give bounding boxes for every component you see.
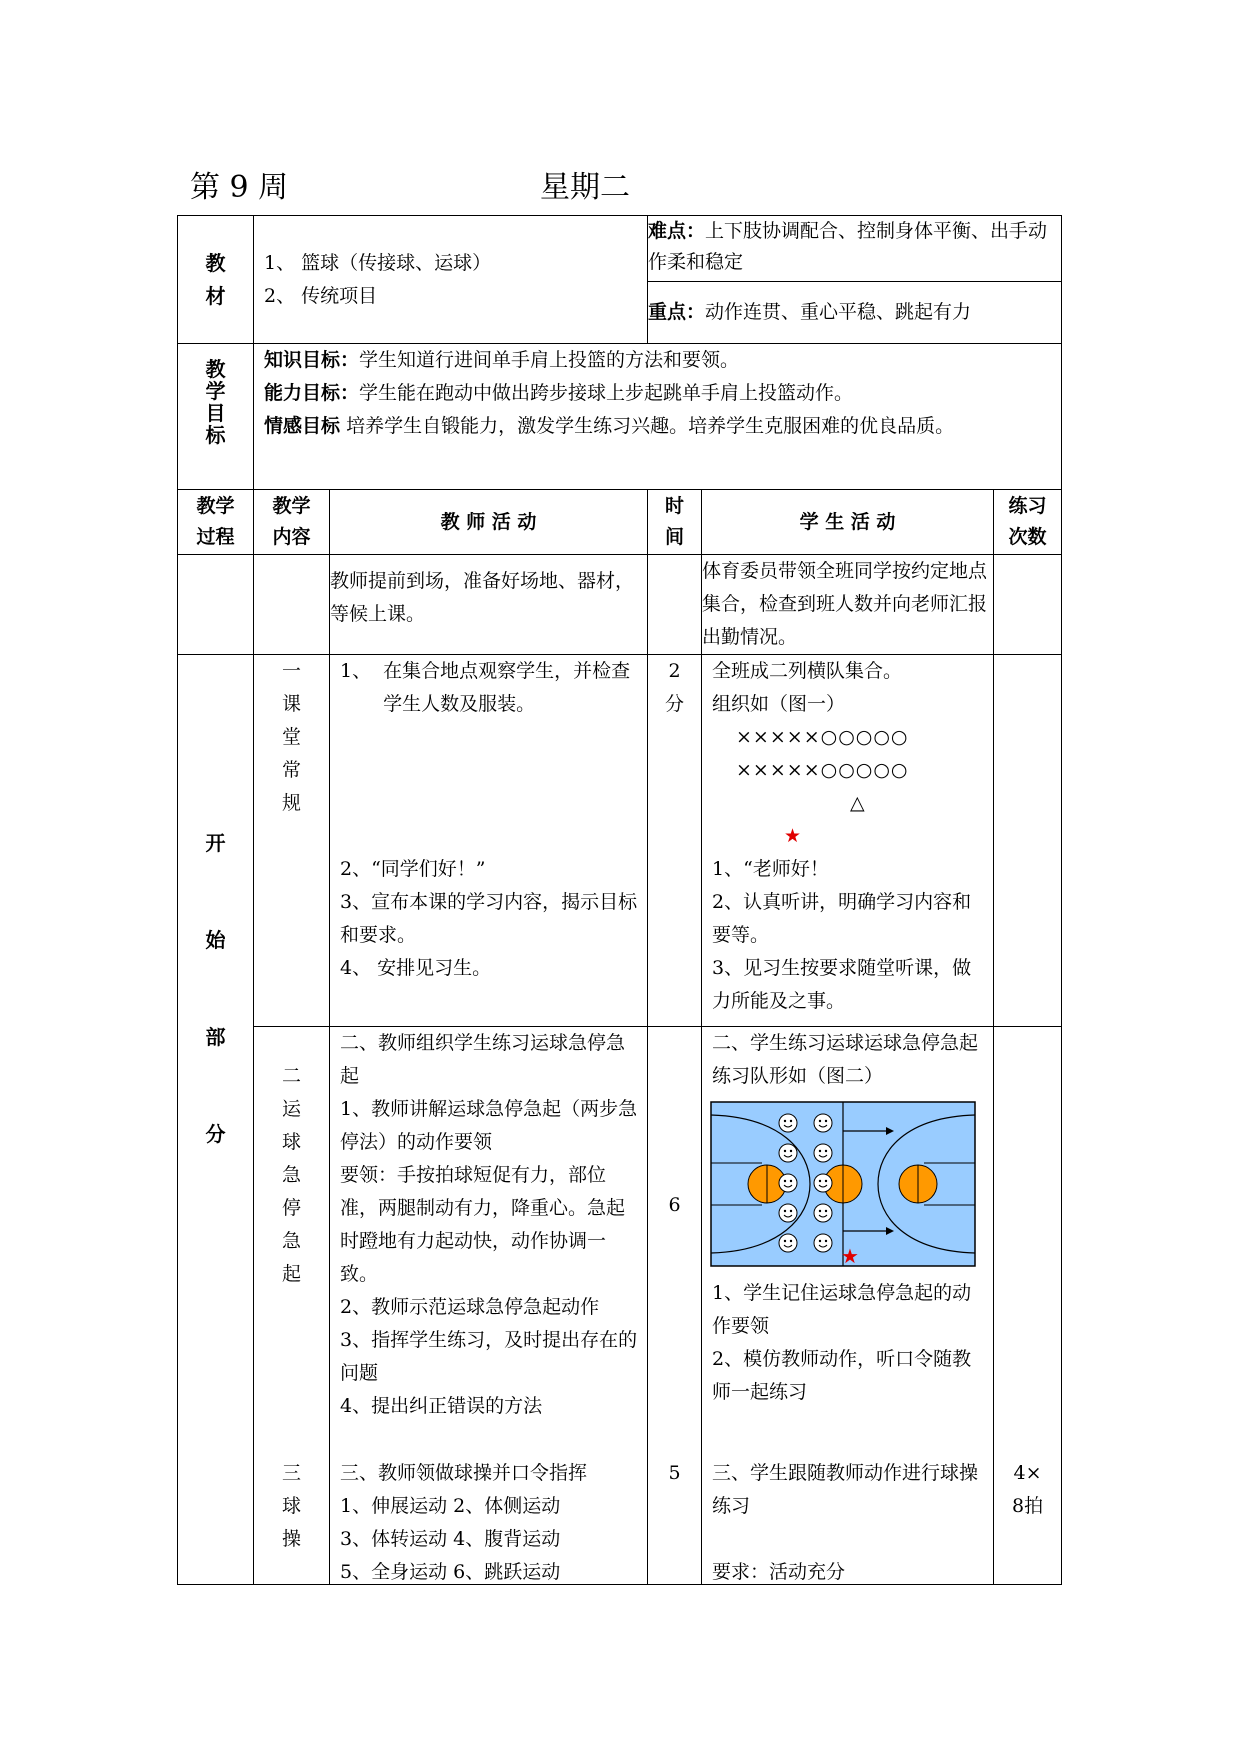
student-face-icon	[779, 1174, 797, 1192]
vertical-char: 球	[281, 1131, 301, 1153]
vertical-char: 规	[281, 792, 301, 814]
ability-goal-text: 学生能在跑动中做出跨步接球上步起跳单手肩上投篮动作。	[359, 382, 854, 404]
routine-teacher-item: 2、“同学们好！”	[340, 858, 486, 880]
ball-exercise-label	[254, 1457, 329, 1556]
formation-row: ×××××○○○○○	[736, 726, 909, 748]
section-label: 开 始 部 分	[205, 831, 226, 1146]
pre-practice-cell	[994, 555, 1062, 655]
pre-time-cell	[648, 555, 702, 655]
vertical-char: 堂	[281, 726, 301, 748]
dribble-teacher-line: 要领：手按拍球短促有力，部位准，两腿制动有力，降重心。急起时蹬地有力起动快，动作协调一致。	[340, 1164, 626, 1285]
student-face-icon	[779, 1144, 797, 1162]
materials-label: 教 材	[205, 250, 226, 308]
pre-student-cell: 体育委员带领全班同学按约定地点集合，检查到班人数并向老师汇报出勤情况。	[702, 555, 994, 655]
drill-teacher-cell	[330, 1027, 648, 1585]
teacher-star-icon: ★	[841, 1244, 859, 1267]
drill-practice-cell	[994, 1027, 1062, 1585]
drill-time-cell	[648, 1027, 702, 1585]
routine-time-cell: 2 分	[648, 655, 702, 1027]
col-header-process: 教学 过程	[178, 490, 254, 555]
drill-student-cell	[702, 1027, 994, 1585]
routine-student-line: 1、“老师好！	[712, 858, 829, 880]
goals-label: 教 学 目 标	[205, 357, 226, 447]
col-header-student: 学 生 活 动	[702, 490, 994, 555]
student-face-icon	[814, 1144, 832, 1162]
student-face-icon	[814, 1114, 832, 1132]
difficulty-cell	[648, 216, 1062, 282]
key-point-label: 重点：	[648, 300, 706, 323]
routine-content-cell	[254, 655, 330, 1027]
routine-teacher-item: 4、 安排见习生。	[340, 957, 492, 979]
ball-exercise-student-line: 要求：活动充分	[712, 1561, 846, 1583]
routine-teacher-item: 3、宣布本课的学习内容，揭示目标和要求。	[340, 891, 638, 946]
vertical-char: 起	[281, 1263, 301, 1285]
ball-exercise-student-line: 三、学生跟随教师动作进行球操练习	[712, 1462, 979, 1517]
routine-student-cell	[702, 655, 994, 1027]
emotion-goal-text: 培养学生自锻能力，激发学生练习兴趣。培养学生克服困难的优良品质。	[346, 415, 955, 437]
materials-item: 2、 传统项目	[264, 284, 378, 307]
dribble-teacher-line: 二、教师组织学生练习运球急停急起	[340, 1032, 626, 1087]
materials-item: 1、 篮球（传接球、运球）	[264, 251, 492, 274]
vertical-char: 急	[281, 1230, 301, 1252]
knowledge-goal-text: 学生知道行进间单手肩上投篮的方法和要领。	[359, 349, 740, 371]
dribble-student-line: 二、学生练习运球运球急停急起	[712, 1032, 979, 1054]
court-diagram	[710, 1101, 976, 1267]
vertical-char: 运	[281, 1098, 301, 1120]
goals-label-cell	[178, 344, 254, 490]
knowledge-goal-label: 知识目标：	[264, 349, 360, 371]
col-header-time: 时 间	[648, 490, 702, 555]
ball-exercise-practice: 4× 8拍	[1011, 1462, 1044, 1517]
routine-teacher-cell	[330, 655, 648, 1027]
vertical-char: 二	[281, 1065, 301, 1087]
routine-student-line: 组织如（图一）	[712, 693, 846, 715]
col-header-practice: 练习 次数	[994, 490, 1062, 555]
pre-teacher-cell: 教师提前到场，准备好场地、器材，等候上课。	[330, 555, 648, 655]
goals-cell	[254, 344, 1062, 490]
section-label-cell	[178, 655, 254, 1585]
routine-student-line: 2、认真听讲，明确学习内容和要等。	[712, 891, 972, 946]
ball-exercise-teacher-line: 三、教师领做球操并口令指挥	[340, 1462, 588, 1484]
routine-teacher-item: 1、 在集合地点观察学生，并检查学生人数及服装。	[340, 660, 631, 715]
key-point-text: 动作连贯、重心平稳、跳起有力	[705, 300, 972, 323]
col-header-content: 教学 内容	[254, 490, 330, 555]
dribble-time: 6	[668, 1194, 681, 1216]
vertical-char: 三	[281, 1462, 301, 1484]
vertical-char: 课	[281, 693, 301, 715]
student-face-icon	[814, 1234, 832, 1252]
vertical-char: 球	[281, 1495, 301, 1517]
difficulty-text: 上下肢协调配合、控制身体平衡、出手动作柔和稳定	[648, 220, 1048, 273]
ball-exercise-teacher-line: 1、伸展运动 2、体侧运动	[340, 1495, 561, 1517]
emotion-goal-label: 情感目标	[264, 415, 341, 437]
routine-student-line: 3、见习生按要求随堂听课，做力所能及之事。	[712, 957, 972, 1012]
ability-goal-label: 能力目标：	[264, 382, 360, 404]
vertical-char: 急	[281, 1164, 301, 1186]
vertical-char: 常	[281, 759, 301, 781]
dribble-student-line: 1、学生记住运球急停急起的动作要领	[712, 1282, 972, 1337]
ball-exercise-teacher-line: 5、全身运动 6、跳跃运动	[340, 1561, 561, 1583]
dribble-teacher-line: 1、教师讲解运球急停急起（两步急停法）的动作要领	[340, 1098, 638, 1153]
dribble-teacher-line: 3、指挥学生练习，及时提出存在的问题	[340, 1329, 638, 1384]
routine-content-label	[254, 655, 329, 820]
pre-process-cell	[178, 555, 254, 655]
student-face-icon	[779, 1114, 797, 1132]
dribble-teacher-line: 2、教师示范运球急停急起动作	[340, 1296, 600, 1318]
teacher-star-icon: ★	[784, 825, 802, 847]
teacher-position-triangle: △	[850, 792, 865, 814]
day-label: 星期二	[540, 170, 630, 205]
lesson-plan-table	[177, 215, 1062, 1585]
formation-row: ×××××○○○○○	[736, 759, 909, 781]
col-header-teacher: 教 师 活 动	[330, 490, 648, 555]
ball-exercise-time: 5	[668, 1462, 681, 1484]
materials-label-cell	[178, 216, 254, 344]
vertical-char: 操	[281, 1528, 301, 1550]
difficulty-label: 难点：	[648, 220, 706, 242]
dribble-student-line: 2、模仿教师动作，听口令随教师一起练习	[712, 1348, 972, 1403]
routine-practice-cell	[994, 655, 1062, 1027]
ball-exercise-teacher-line: 3、体转运动 4、腹背运动	[340, 1528, 561, 1550]
key-point-cell	[648, 281, 1062, 344]
dribble-teacher-line: 4、提出纠正错误的方法	[340, 1395, 543, 1417]
week-label: 第 9 周	[190, 170, 289, 205]
drill-content-cell	[254, 1027, 330, 1585]
vertical-char: 停	[281, 1197, 301, 1219]
materials-items-cell	[254, 216, 648, 344]
routine-student-line: 全班成二列横队集合。	[712, 660, 903, 682]
dribble-content-label	[254, 1060, 329, 1291]
dribble-student-line: 练习队形如（图二）	[712, 1065, 884, 1087]
student-face-icon	[779, 1234, 797, 1252]
student-face-icon	[814, 1204, 832, 1222]
vertical-char: 一	[281, 660, 301, 682]
student-face-icon	[779, 1204, 797, 1222]
pre-content-cell	[254, 555, 330, 655]
student-face-icon	[814, 1174, 832, 1192]
